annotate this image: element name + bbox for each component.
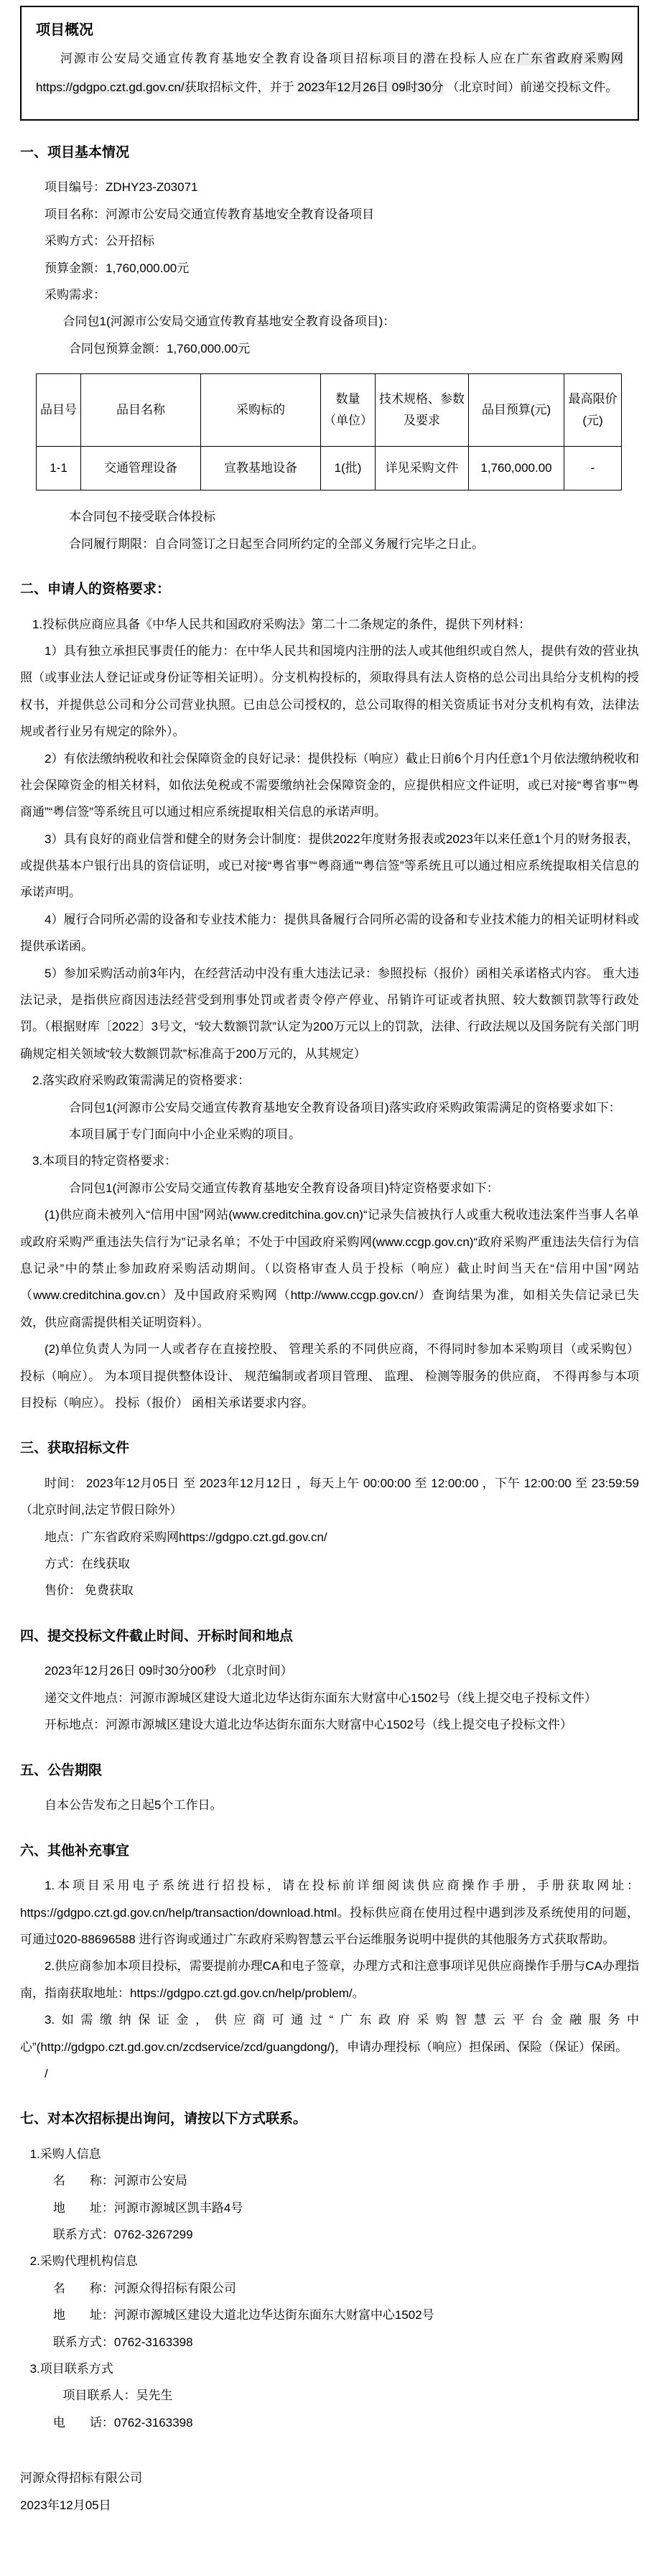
qualification-paragraph: 5）参加采购活动前3年内，在经营活动中没有重大违法记录：参照投标（报价）函相关承诺格式内容。 重大违法记录，是指供应商因违法经营受到刑事处罚或者责令停产停业、吊销许可证或者执照、较大数额罚款等行政处罚。（根据财库〔2022〕3号文，“较大数额罚款”认定为200万元以上的罚款，法律、行政法规以及国务院有关部门明确规定相关领域“较大数额罚款”标准高于200万元的，从其规定） [20,966,639,1061]
qualification-paragraph: 3）具有良好的商业信誉和健全的财务会计制度：提供2022年度财务报表或2023年以来任意1个月的财务报表，或提供基本户银行出具的资信证明，或已对接“粤省事”“粤商通”“粤信签”等系统且可以通过相应系统提取相关信息的承诺声明。 [20,832,639,900]
qualification-paragraph: 合同包1(河源市公安局交通宣传教育基地安全教育设备项目)落实政府采购政策需满足的资格要求如下： [69,1100,621,1115]
procurement-site-url: 广东省政府采购网https://gdgpo.czt.gd.gov.cn/ [36,52,623,94]
qualification-paragraph: 本项目属于专门面向中小企业采购的项目。 [69,1127,301,1141]
document-method: 方式：在线获取 [45,1557,130,1571]
supplement-paragraph: 2.供应商参加本项目投标，需要提前办理CA和电子签章，办理方式和注意事项详见供应商操作手册与CA办理指南，指南获取地址：https://gdgpo.czt.gd.gov.cn/help/problem/。 [20,1959,639,2000]
qualification-paragraph: 合同包1(河源市公安局交通宣传教育基地安全教育设备项目)特定资格要求如下： [69,1181,499,1195]
section-3-heading: 三、获取招标文件 [20,1441,130,1456]
agency-address: 地 址：河源市源城区建设大道北边华达街东面东大财富中心1502号 [52,2308,434,2322]
qualification-paragraph: 2）有依法缴纳税收和社会保障资金的良好记录：提供投标（响应）截止日前6个月内任意1个月依法缴纳税收和社会保障资金的相关材料，如依法免税或不需要缴纳社会保障资金的，应提供相应文件证明，或已对接“粤省事”“粤商通”“粤信签”等系统且可以通过相应系统提取相关信息的承诺声明。 [20,751,639,819]
purchaser-phone: 联系方式：0762-3267299 [52,2228,193,2242]
section-6-heading: 六、其他补充事宜 [20,1843,130,1859]
overview-text-mid: 获取招标文件，并于 [184,80,298,94]
announcement-period: 自本公告发布之日起5个工作日。 [45,1798,223,1813]
cell-quantity-unit: 1(批) [321,447,376,490]
agency-phone: 联系方式：0762-3163398 [52,2335,193,2349]
overview-text-lead: 河源市公安局交通宣传教育基地安全教育设备项目招标项目的潜在投标人应在 [60,52,518,65]
submission-deadline: 2023年12月26日 09时30分00秒 （北京时间） [45,1664,293,1678]
col-header-tech-spec: 技术规格、参数及要求 [376,374,469,447]
signature-date: 2023年12月05日 [20,2498,111,2512]
project-name: 项目名称：河源市公安局交通宣传教育基地安全教育设备项目 [45,207,374,221]
section-2-heading: 二、申请人的资格要求： [20,581,171,597]
procurement-method: 采购方式：公开招标 [45,234,154,248]
qualification-paragraph: 3.本项目的特定资格要求： [32,1154,177,1168]
project-contact-title: 3.项目联系方式 [29,2362,113,2376]
section-7-heading: 七、对本次招标提出询问，请按以下方式联系。 [20,2111,307,2127]
cell-item-name: 交通管理设备 [81,447,201,490]
no-consortium-note: 本合同包不接受联合体投标 [69,510,215,524]
agency-name: 名 称：河源众得招标有限公司 [52,2281,236,2295]
supplement-paragraph: 1.本项目采用电子系统进行招投标，请在投标前详细阅读供应商操作手册，手册获取网址：https://gdgpo.czt.gd.gov.cn/help/transaction/download.html。投标供应商在使用过程中遇到涉及系统使用的问题，可通过020-88696588 进行咨询或通过广东政府采购智慧云平台运维服务说明中提供的其他服务方式获取帮助。 [20,1879,639,1946]
document-price: 售价： 免费获取 [45,1584,134,1598]
signature-block [20,2465,639,2519]
cell-max-price: - [564,447,622,490]
section-4-heading: 四、提交投标文件截止时间、开标时间和地点 [20,1628,294,1644]
qualification-paragraph: (1)供应商未被列入“信用中国”网站(www.creditchina.gov.cn)“记录失信被执行人或重大税收违法案件当事人名单或政府采购严重违法失信行为”记录名单；不处于中国政府采购网(www.ccgp.gov.cn)“政府采购严重违法失信行为信息记录”中的禁止参加政府采购活动期间。（以资格审查人员于投标（响应）截止时间当天在“信用中国”网站（www.creditchina.gov.cn）及中国政府采购网（http://www.ccgp.gov.cn/）查询结果为准，如相关失信记录已失效，供应商需提供相关证明资料）。 [20,1208,639,1329]
purchaser-info-title: 1.采购人信息 [29,2147,101,2161]
table-row [37,447,622,490]
qualification-paragraph: 2.落实政府采购政策需满足的资格要求： [32,1074,251,1088]
overview-text-tail: （北京时间）前递交投标文件。 [443,80,618,94]
col-header-quantity-unit: 数量（单位） [321,374,376,447]
section-1-heading: 一、项目基本情况 [20,144,130,160]
supplement-paragraph: / [45,2066,48,2080]
cell-item-budget: 1,760,000.00 [469,447,564,490]
qualification-paragraph: 1）具有独立承担民事责任的能力：在中华人民共和国境内注册的法人或其他组织或自然人，提供有效的营业执照（或事业法人登记证或身份证等相关证明）。分支机构投标的，须取得具有法人资格的总公司出具给分支机构的授权书，并提供总公司和分公司营业执照。已由总公司授权的，总公司取得的相关资质证书对分支机构有效，法律法规或者行业另有规定的除外）。 [20,643,639,739]
project-contact-phone: 电 话：0762-3163398 [52,2415,193,2429]
cell-procurement-target: 宣教基地设备 [201,447,321,490]
bid-deadline-datetime: 2023年12月26日 09时30分 [297,80,444,94]
col-header-procurement-target: 采购标的 [201,374,321,447]
col-header-item-name: 品目名称 [81,374,201,447]
qualification-paragraph: 4）履行合同所必需的设备和专业技术能力：提供具备履行合同所必需的设备和专业技术能力的相关证明材料或提供承诺函。 [20,912,639,954]
overview-title: 项目概况 [36,22,93,38]
qualification-paragraph: (2)单位负责人为同一人或者存在直接控股、 管理关系的不同供应商，不得同时参加本采购项目（或采购包） 投标（响应）。 为本项目提供整体设计、 规范编制或者项目管理、 监理、 检测等服务的供应商， 不得再参与本项目投标（响应）。 投标（报价） 函相关承诺要求内容。 [20,1342,639,1410]
procurement-demand-label: 采购需求： [45,288,106,302]
agency-info-title: 2.采购代理机构信息 [29,2254,138,2269]
items-table [36,373,622,490]
cell-item-no: 1-1 [37,447,81,490]
purchaser-address: 地 址：河源市源城区凯丰路4号 [52,2200,243,2215]
contract-package-budget: 合同包预算金额：1,760,000.00元 [69,341,251,355]
purchaser-name: 名 称：河源市公安局 [52,2174,187,2188]
cell-tech-spec: 详见采购文件 [376,447,469,490]
supplement-paragraph: 3.如需缴纳保证金，供应商可通过“广东政府采购智慧云平台金融服务中心”(http://gdgpo.czt.gd.gov.cn/zcdservice/zcd/guangdong/)，申请办理投标（响应）担保函、保险（保证）保函。 [20,2013,639,2054]
project-overview-box [20,6,639,121]
col-header-item-no: 品目号 [37,374,81,447]
section-5-heading: 五、公告期限 [20,1762,103,1778]
submission-location: 递交文件地点：河源市源城区建设大道北边华达街东面东大财富中心1502号（线上提交电子投标文件） [45,1691,597,1705]
qualification-paragraph: 1.投标供应商应具备《中华人民共和国政府采购法》第二十二条规定的条件，提供下列材料： [32,617,531,631]
items-table-header-row [37,374,622,447]
contract-duration-note: 合同履行期限：自合同签订之日起至合同所约定的全部义务履行完毕之日止。 [69,536,484,551]
document-time-range: 时间： 2023年12月05日 至 2023年12月12日 ，每天上午 00:00:00 至 12:00:00 ，下午 12:00:00 至 23:59:59 （北京时间,法定节假日除外） [20,1476,639,1517]
col-header-item-budget: 品目预算(元) [469,374,564,447]
document-location: 地点：广东省政府采购网https://gdgpo.czt.gd.gov.cn/ [45,1530,327,1544]
overview-paragraph [36,45,623,102]
signature-company: 河源众得招标有限公司 [20,2471,142,2486]
col-header-max-price: 最高限价(元) [564,374,622,447]
contract-package-line: 合同包1(河源市公安局交通宣传教育基地安全教育设备项目)： [62,315,396,329]
project-number: 项目编号：ZDHY23-Z03071 [45,180,198,195]
project-contact-person: 项目联系人：吴先生 [62,2389,173,2403]
bid-opening-location: 开标地点：河源市源城区建设大道北边华达街东面东大财富中心1502号（线上提交电子投标文件） [45,1718,572,1732]
budget-amount: 预算金额：1,760,000.00元 [45,261,190,275]
